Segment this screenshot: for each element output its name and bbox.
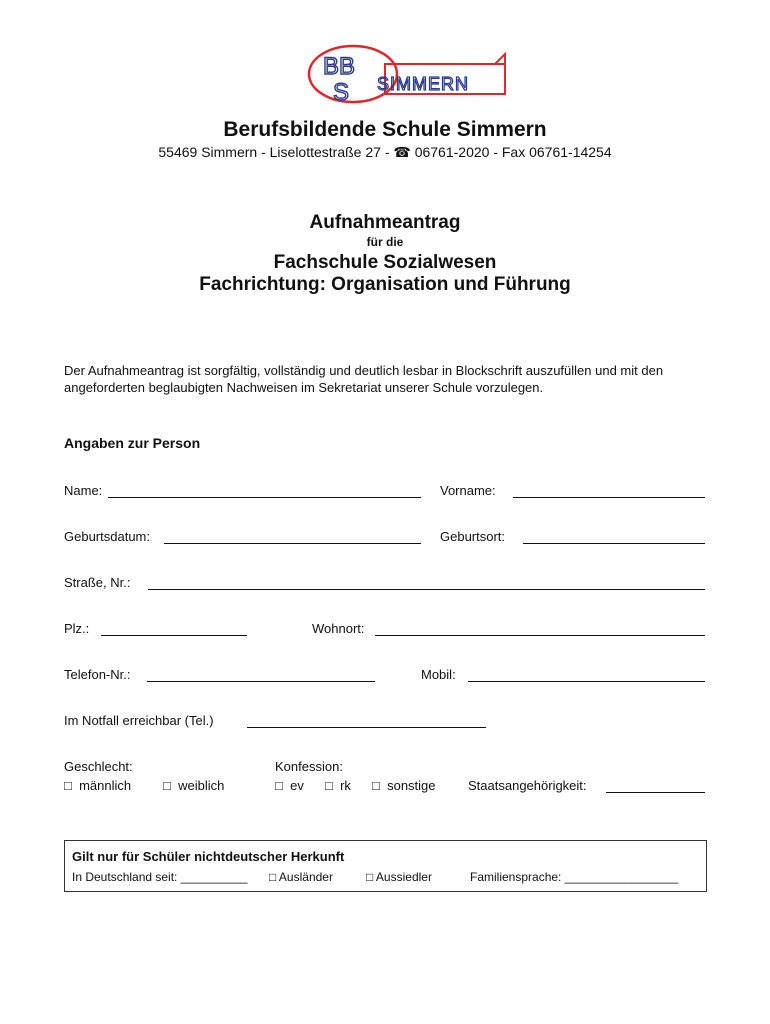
- vorname-field[interactable]: [513, 497, 705, 498]
- checkbox-icon[interactable]: □: [372, 778, 380, 793]
- checkbox-icon[interactable]: □: [325, 778, 333, 793]
- geburtsdatum-field[interactable]: [164, 543, 421, 544]
- wohnort-field[interactable]: [375, 635, 705, 636]
- maennlich-label: männlich: [79, 778, 132, 793]
- plz-label: Plz.:: [64, 621, 90, 636]
- mobil-field[interactable]: [468, 681, 705, 682]
- geschlecht-label: Geschlecht:: [64, 759, 133, 774]
- school-name: Berufsbildende Schule Simmern: [223, 118, 547, 141]
- familiensprache-field[interactable]: Familiensprache: _________________: [470, 870, 679, 884]
- geburtsdatum-label: Geburtsdatum:: [64, 529, 150, 544]
- geburtsort-field[interactable]: [523, 543, 705, 544]
- ev-label: ev: [290, 778, 304, 793]
- foreign-origin-box: [64, 840, 707, 892]
- weiblich-label: weiblich: [178, 778, 225, 793]
- geburtsort-label: Geburtsort:: [440, 529, 506, 544]
- staatsangehoerigkeit-label: Staatsangehörigkeit:: [468, 778, 587, 793]
- section-title-person: Angaben zur Person: [64, 435, 201, 451]
- form-title: Aufnahmeantrag: [309, 212, 461, 233]
- name-label: Name:: [64, 483, 103, 498]
- mobil-label: Mobil:: [421, 667, 456, 682]
- form-for-label: für die: [366, 235, 404, 249]
- rk-label: rk: [340, 778, 351, 793]
- name-field[interactable]: [108, 497, 421, 498]
- auslaender-option[interactable]: [269, 870, 333, 884]
- maennlich-option[interactable]: [64, 778, 131, 793]
- wohnort-label: Wohnort:: [312, 621, 365, 636]
- svg-text:SIMMERN: SIMMERN: [377, 74, 469, 94]
- telefon-label: Telefon-Nr.:: [64, 667, 131, 682]
- checkbox-icon[interactable]: □: [269, 870, 277, 884]
- in-deutschland-seit-field[interactable]: In Deutschland seit: __________: [72, 870, 248, 884]
- telefon-field[interactable]: [147, 681, 375, 682]
- school-logo: [305, 40, 515, 110]
- plz-field[interactable]: [101, 635, 247, 636]
- school-address: 55469 Simmern - Liselottestraße 27 - ☎ 06761-2020 - Fax 06761-14254: [158, 144, 612, 160]
- notfall-label: Im Notfall erreichbar (Tel.): [64, 713, 214, 728]
- svg-text:S: S: [333, 79, 350, 106]
- notfall-field[interactable]: [247, 727, 486, 728]
- checkbox-icon[interactable]: □: [275, 778, 283, 793]
- rk-option[interactable]: [325, 778, 351, 793]
- vorname-label: Vorname:: [440, 483, 496, 498]
- school-type-heading: Fachschule Sozialwesen: [273, 252, 497, 273]
- intro-text: Der Aufnahmeantrag ist sorgfältig, vollständig und deutlich lesbar in Blockschrift auszufüllen und mit den angeforderten beglaubigten Nachweisen im Sekretariat unserer Schule vorzulegen.: [64, 363, 664, 395]
- checkbox-icon[interactable]: □: [163, 778, 171, 793]
- weiblich-option[interactable]: [163, 778, 224, 793]
- aussiedler-option[interactable]: [366, 870, 432, 884]
- sonstige-option[interactable]: [372, 778, 436, 793]
- strasse-label: Straße, Nr.:: [64, 575, 131, 590]
- konfession-label: Konfession:: [275, 759, 343, 774]
- ev-option[interactable]: [275, 778, 304, 793]
- auslaender-label: Ausländer: [278, 870, 333, 884]
- foreign-origin-title: Gilt nur für Schüler nichtdeutscher Herkunft: [72, 849, 345, 864]
- sonstige-label: sonstige: [387, 778, 436, 793]
- direction-heading: Fachrichtung: Organisation und Führung: [199, 274, 571, 295]
- svg-text:BB: BB: [323, 53, 356, 80]
- aussiedler-label: Aussiedler: [375, 870, 432, 884]
- checkbox-icon[interactable]: □: [366, 870, 374, 884]
- checkbox-icon[interactable]: □: [64, 778, 72, 793]
- strasse-field[interactable]: [148, 589, 705, 590]
- staatsangehoerigkeit-field[interactable]: [606, 792, 705, 793]
